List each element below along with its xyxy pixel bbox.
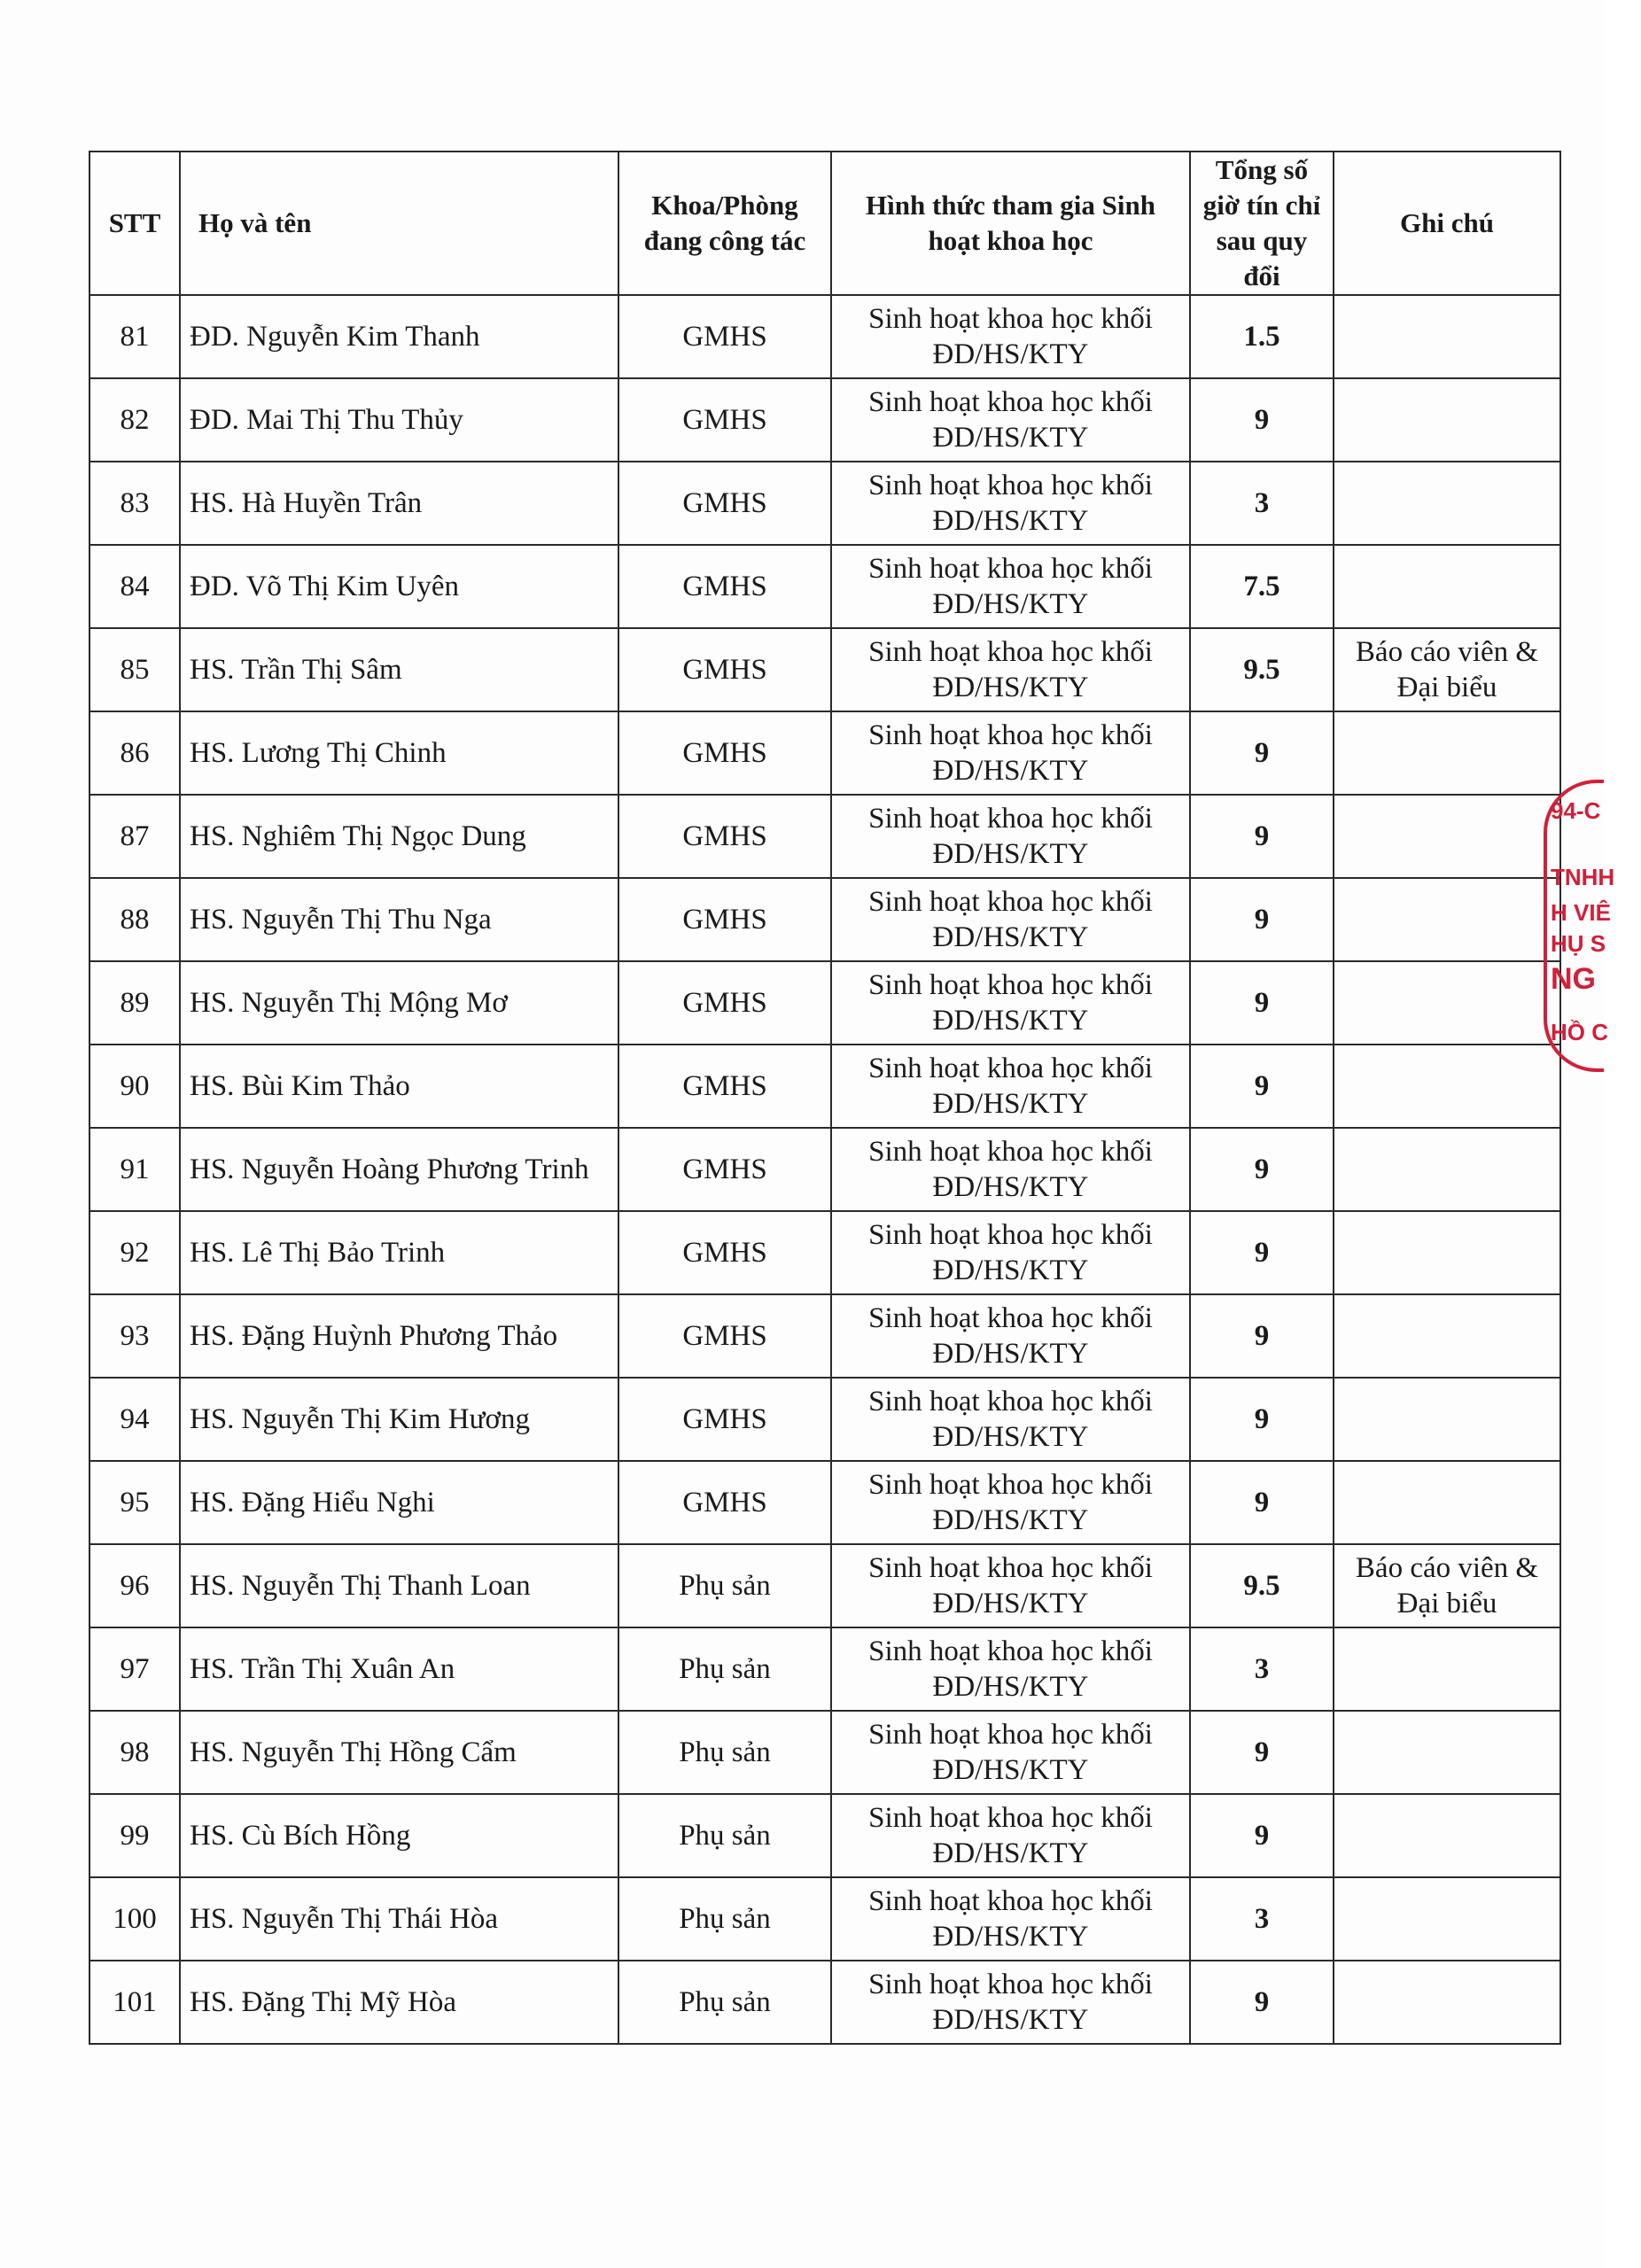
- table-row: [89, 1378, 1560, 1461]
- cell-hours: 3: [1190, 1627, 1334, 1711]
- cell-note: Báo cáo viên & Đại biểu: [1334, 1544, 1560, 1627]
- cell-form: Sinh hoạt khoa học khối ĐD/HS/KTY: [831, 295, 1190, 378]
- cell-hours: 9: [1190, 878, 1334, 961]
- cell-form: Sinh hoạt khoa học khối ĐD/HS/KTY: [831, 545, 1190, 628]
- cell-name: HS. Nghiêm Thị Ngọc Dung: [180, 795, 618, 878]
- cell-form: Sinh hoạt khoa học khối ĐD/HS/KTY: [831, 462, 1190, 545]
- cell-hours: 3: [1190, 462, 1334, 545]
- table-row: [89, 545, 1560, 628]
- cell-note: [1334, 1877, 1560, 1961]
- cell-hours: 9: [1190, 1794, 1334, 1877]
- header-stt: STT: [89, 151, 180, 295]
- cell-hours: 9: [1190, 795, 1334, 878]
- header-name: Họ và tên: [180, 151, 618, 295]
- cell-stt: 93: [89, 1294, 180, 1378]
- cell-note: [1334, 295, 1560, 378]
- seal-text-line: HỒ C: [1551, 1019, 1608, 1045]
- cell-dept: GMHS: [618, 1128, 831, 1211]
- cell-note: [1334, 1045, 1560, 1128]
- cell-hours: 9: [1190, 1128, 1334, 1211]
- cell-stt: 84: [89, 545, 180, 628]
- table-row: [89, 878, 1560, 961]
- cell-stt: 82: [89, 378, 180, 462]
- table-row: [89, 1711, 1560, 1794]
- seal-text-line: 94-C: [1551, 797, 1601, 824]
- header-note: Ghi chú: [1334, 151, 1560, 295]
- cell-form: Sinh hoạt khoa học khối ĐD/HS/KTY: [831, 795, 1190, 878]
- cell-form: Sinh hoạt khoa học khối ĐD/HS/KTY: [831, 378, 1190, 462]
- cell-name: HS. Nguyễn Thị Kim Hương: [180, 1378, 618, 1461]
- cell-name: HS. Lê Thị Bảo Trinh: [180, 1211, 618, 1294]
- cell-note: [1334, 1961, 1560, 2044]
- cell-note: [1334, 795, 1560, 878]
- cell-form: Sinh hoạt khoa học khối ĐD/HS/KTY: [831, 1877, 1190, 1961]
- table-row: [89, 1794, 1560, 1877]
- cell-dept: GMHS: [618, 878, 831, 961]
- cell-hours: 9: [1190, 1294, 1334, 1378]
- cell-note: [1334, 878, 1560, 961]
- cell-note: [1334, 711, 1560, 795]
- cell-form: Sinh hoạt khoa học khối ĐD/HS/KTY: [831, 1045, 1190, 1128]
- cell-dept: GMHS: [618, 1211, 831, 1294]
- cell-name: ĐD. Nguyễn Kim Thanh: [180, 295, 618, 378]
- cell-note: [1334, 1627, 1560, 1711]
- cell-hours: 9: [1190, 378, 1334, 462]
- cell-name: HS. Nguyễn Thị Thái Hòa: [180, 1877, 618, 1961]
- cell-name: HS. Trần Thị Xuân An: [180, 1627, 618, 1711]
- cell-hours: 9.5: [1190, 1544, 1334, 1627]
- cell-dept: GMHS: [618, 795, 831, 878]
- cell-name: HS. Nguyễn Thị Thanh Loan: [180, 1544, 618, 1627]
- cell-note: [1334, 1794, 1560, 1877]
- table-row: [89, 795, 1560, 878]
- cell-dept: GMHS: [618, 378, 831, 462]
- cell-hours: 1.5: [1190, 295, 1334, 378]
- cell-name: HS. Nguyễn Hoàng Phương Trinh: [180, 1128, 618, 1211]
- cell-dept: GMHS: [618, 628, 831, 711]
- table-row: [89, 1877, 1560, 1961]
- cell-note: [1334, 462, 1560, 545]
- cell-dept: Phụ sản: [618, 1794, 831, 1877]
- seal-text-line: HỤ S: [1551, 930, 1606, 957]
- cell-stt: 89: [89, 961, 180, 1045]
- seal-text-line: TNHH: [1551, 864, 1615, 890]
- cell-form: Sinh hoạt khoa học khối ĐD/HS/KTY: [831, 1794, 1190, 1877]
- cell-name: HS. Nguyễn Thị Mộng Mơ: [180, 961, 618, 1045]
- table-header-row: [89, 151, 1560, 295]
- cell-form: Sinh hoạt khoa học khối ĐD/HS/KTY: [831, 961, 1190, 1045]
- seal-text-line: NG: [1551, 962, 1596, 996]
- cell-hours: 9: [1190, 961, 1334, 1045]
- cell-note: [1334, 961, 1560, 1045]
- cell-stt: 100: [89, 1877, 180, 1961]
- cell-hours: 7.5: [1190, 545, 1334, 628]
- cell-note: [1334, 1294, 1560, 1378]
- cell-stt: 92: [89, 1211, 180, 1294]
- cell-form: Sinh hoạt khoa học khối ĐD/HS/KTY: [831, 1461, 1190, 1544]
- cell-name: ĐD. Mai Thị Thu Thủy: [180, 378, 618, 462]
- table-row: [89, 462, 1560, 545]
- cell-stt: 97: [89, 1627, 180, 1711]
- cell-dept: GMHS: [618, 295, 831, 378]
- cell-stt: 95: [89, 1461, 180, 1544]
- table-row: [89, 295, 1560, 378]
- cell-form: Sinh hoạt khoa học khối ĐD/HS/KTY: [831, 1378, 1190, 1461]
- cell-hours: 9: [1190, 711, 1334, 795]
- cell-name: HS. Nguyễn Thị Thu Nga: [180, 878, 618, 961]
- table-row: [89, 1544, 1560, 1627]
- cell-name: HS. Hà Huyền Trân: [180, 462, 618, 545]
- cell-name: HS. Đặng Huỳnh Phương Thảo: [180, 1294, 618, 1378]
- cell-stt: 86: [89, 711, 180, 795]
- table-row: [89, 1128, 1560, 1211]
- cell-dept: GMHS: [618, 711, 831, 795]
- table-body: [89, 295, 1560, 2044]
- cell-hours: 9: [1190, 1211, 1334, 1294]
- cell-dept: GMHS: [618, 1378, 831, 1461]
- cell-note: [1334, 1378, 1560, 1461]
- cell-form: Sinh hoạt khoa học khối ĐD/HS/KTY: [831, 1128, 1190, 1211]
- cell-stt: 101: [89, 1961, 180, 2044]
- table-row: [89, 1961, 1560, 2044]
- cell-name: HS. Đặng Thị Mỹ Hòa: [180, 1961, 618, 2044]
- cell-form: Sinh hoạt khoa học khối ĐD/HS/KTY: [831, 711, 1190, 795]
- table-row: [89, 1294, 1560, 1378]
- cell-hours: 9.5: [1190, 628, 1334, 711]
- cell-name: HS. Cù Bích Hồng: [180, 1794, 618, 1877]
- cell-form: Sinh hoạt khoa học khối ĐD/HS/KTY: [831, 1544, 1190, 1627]
- cell-form: Sinh hoạt khoa học khối ĐD/HS/KTY: [831, 1294, 1190, 1378]
- cell-hours: 9: [1190, 1461, 1334, 1544]
- header-hours: Tổng số giờ tín chỉ sau quy đổi: [1190, 151, 1334, 295]
- cell-note: Báo cáo viên & Đại biểu: [1334, 628, 1560, 711]
- cell-hours: 3: [1190, 1877, 1334, 1961]
- cell-stt: 94: [89, 1378, 180, 1461]
- cell-form: Sinh hoạt khoa học khối ĐD/HS/KTY: [831, 628, 1190, 711]
- cell-hours: 9: [1190, 1711, 1334, 1794]
- table-row: [89, 628, 1560, 711]
- cell-hours: 9: [1190, 1961, 1334, 2044]
- cell-name: HS. Trần Thị Sâm: [180, 628, 618, 711]
- cell-form: Sinh hoạt khoa học khối ĐD/HS/KTY: [831, 1627, 1190, 1711]
- header-form: Hình thức tham gia Sinh hoạt khoa học: [831, 151, 1190, 295]
- cell-dept: GMHS: [618, 1294, 831, 1378]
- cell-name: HS. Bùi Kim Thảo: [180, 1045, 618, 1128]
- cell-stt: 83: [89, 462, 180, 545]
- cell-note: [1334, 1211, 1560, 1294]
- cell-dept: Phụ sản: [618, 1627, 831, 1711]
- cell-stt: 96: [89, 1544, 180, 1627]
- red-seal-stamp: [1544, 780, 1641, 1072]
- cell-stt: 90: [89, 1045, 180, 1128]
- cell-stt: 88: [89, 878, 180, 961]
- cell-stt: 99: [89, 1794, 180, 1877]
- seal-text-line: H VIÊ: [1551, 899, 1611, 926]
- table-row: [89, 1627, 1560, 1711]
- cell-stt: 87: [89, 795, 180, 878]
- cell-dept: GMHS: [618, 462, 831, 545]
- cell-dept: GMHS: [618, 545, 831, 628]
- cell-stt: 81: [89, 295, 180, 378]
- cell-note: [1334, 1461, 1560, 1544]
- cell-dept: Phụ sản: [618, 1711, 831, 1794]
- cell-hours: 9: [1190, 1045, 1334, 1128]
- cell-note: [1334, 1128, 1560, 1211]
- cell-dept: GMHS: [618, 1461, 831, 1544]
- cell-form: Sinh hoạt khoa học khối ĐD/HS/KTY: [831, 1961, 1190, 2044]
- table-row: [89, 961, 1560, 1045]
- cell-stt: 98: [89, 1711, 180, 1794]
- cell-dept: Phụ sản: [618, 1877, 831, 1961]
- cell-form: Sinh hoạt khoa học khối ĐD/HS/KTY: [831, 878, 1190, 961]
- cell-dept: GMHS: [618, 961, 831, 1045]
- cell-hours: 9: [1190, 1378, 1334, 1461]
- cell-note: [1334, 545, 1560, 628]
- cell-note: [1334, 378, 1560, 462]
- table-row: [89, 711, 1560, 795]
- cell-note: [1334, 1711, 1560, 1794]
- cell-name: ĐD. Võ Thị Kim Uyên: [180, 545, 618, 628]
- cell-name: HS. Đặng Hiểu Nghi: [180, 1461, 618, 1544]
- table-row: [89, 1211, 1560, 1294]
- cell-name: HS. Lương Thị Chinh: [180, 711, 618, 795]
- cell-dept: GMHS: [618, 1045, 831, 1128]
- attendance-table: [89, 151, 1561, 2045]
- cell-stt: 85: [89, 628, 180, 711]
- cell-stt: 91: [89, 1128, 180, 1211]
- cell-form: Sinh hoạt khoa học khối ĐD/HS/KTY: [831, 1211, 1190, 1294]
- cell-form: Sinh hoạt khoa học khối ĐD/HS/KTY: [831, 1711, 1190, 1794]
- table-row: [89, 378, 1560, 462]
- cell-dept: Phụ sản: [618, 1961, 831, 2044]
- cell-name: HS. Nguyễn Thị Hồng Cẩm: [180, 1711, 618, 1794]
- cell-dept: Phụ sản: [618, 1544, 831, 1627]
- table-row: [89, 1045, 1560, 1128]
- table-row: [89, 1461, 1560, 1544]
- header-dept: Khoa/Phòng đang công tác: [618, 151, 831, 295]
